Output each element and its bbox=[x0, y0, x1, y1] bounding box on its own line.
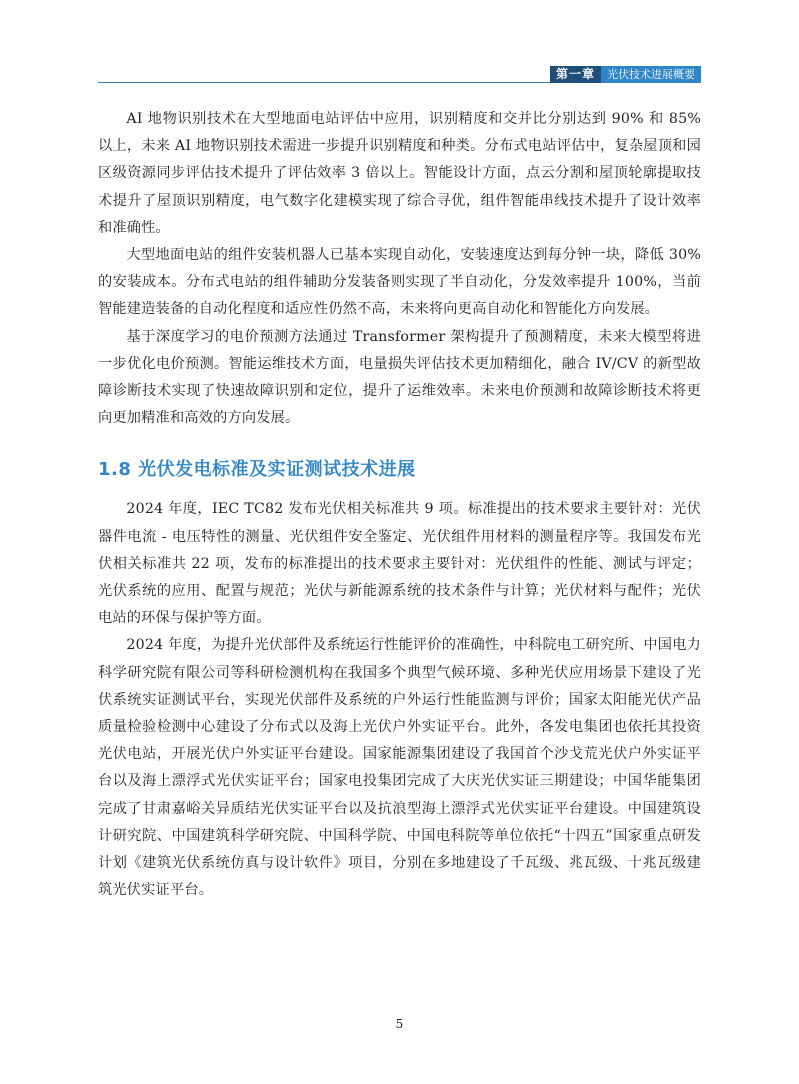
chapter-header-tab bbox=[550, 66, 701, 83]
paragraph: 2024 年度，IEC TC82 发布光伏相关标准共 9 项。标准提出的技术要求主要针对：光伏器件电流 - 电压特性的测量、光伏组件安全鉴定、光伏组件用材料的测量程序等。我国发布光伏相关标准共 22 项，发布的标准提出的技术要求主要针对：光伏组件的性能、测试与评定；光伏系统的应用、配置与规范；光伏与新能源系统的技术条件与计算；光伏材料与配件；光伏电站的环保与保护等方面。 bbox=[98, 501, 701, 627]
chapter-title: 光伏技术进展概要 bbox=[601, 66, 701, 83]
section-heading: 1.8 光伏发电标准及实证测试技术进展 bbox=[98, 459, 416, 481]
paragraph: 基于深度学习的电价预测方法通过 Transformer 架构提升了预测精度，未来大模型将进一步优化电价预测。智能运维技术方面，电量损失评估技术更加精细化，融合 IV/CV 的新型故障诊断技术实现了快速故障识别和定位，提升了运维效率。未来电价预测和故障诊断技术将更向更加精准和高效的方向发展。 bbox=[98, 328, 701, 427]
paragraph: 2024 年度，为提升光伏部件及系统运行性能评价的准确性，中科院电工研究所、中国电力科学研究院有限公司等科研检测机构在我国多个典型气候环境、多种光伏应用场景下建设了光伏系统实证测试平台，实现光伏部件及系统的户外运行性能监测与评价；国家太阳能光伏产品质量检验检测中心建设了分布式以及海上光伏户外实证平台。此外，各发电集团也依托其投资光伏电站，开展光伏户外实证平台建设。国家能源集团建设了我国首个沙戈荒光伏户外实证平台以及海上漂浮式光伏实证平台；国家电投集团完成了大庆光伏实证三期建设；中国华能集团完成了甘肃嘉峪关异质结光伏实证平台以及抗浪型海上漂浮式光伏实证平台建设。中国建筑设计研究院、中国建筑科学研究院、中国科学院、中国电科院等单位依托“十四五”国家重点研发计划《建筑光伏系统仿真与设计软件》项目，分别在多地建设了千瓦级、兆瓦级、十兆瓦级建筑光伏实证平台。 bbox=[98, 637, 701, 899]
page-number: 5 bbox=[395, 1017, 404, 1031]
page-body bbox=[98, 106, 701, 904]
paragraph: 大型地面电站的组件安装机器人已基本实现自动化，安装速度达到每分钟一块，降低 30% 的安装成本。分布式电站的组件辅助分发装备则实现了半自动化，分发效率提升 100%，当前智能建造装备的自动化程度和适应性仍然不高，未来将向更高自动化和智能化方向发展。 bbox=[98, 247, 701, 318]
chapter-label: 第一章 bbox=[550, 66, 601, 83]
paragraph: AI 地物识别技术在大型地面电站评估中应用，识别精度和交并比分别达到 90% 和 85% 以上，未来 AI 地物识别技术需进一步提升识别精度和种类。分布式电站评估中，复杂屋顶和园区级资源同步评估技术提升了评估效率 3 倍以上。智能设计方面，点云分割和屋顶轮廓提取技术提升了屋顶识别精度，电气数字化建模实现了综合寻优，组件智能串线技术提升了设计效率和准确性。 bbox=[98, 111, 701, 236]
